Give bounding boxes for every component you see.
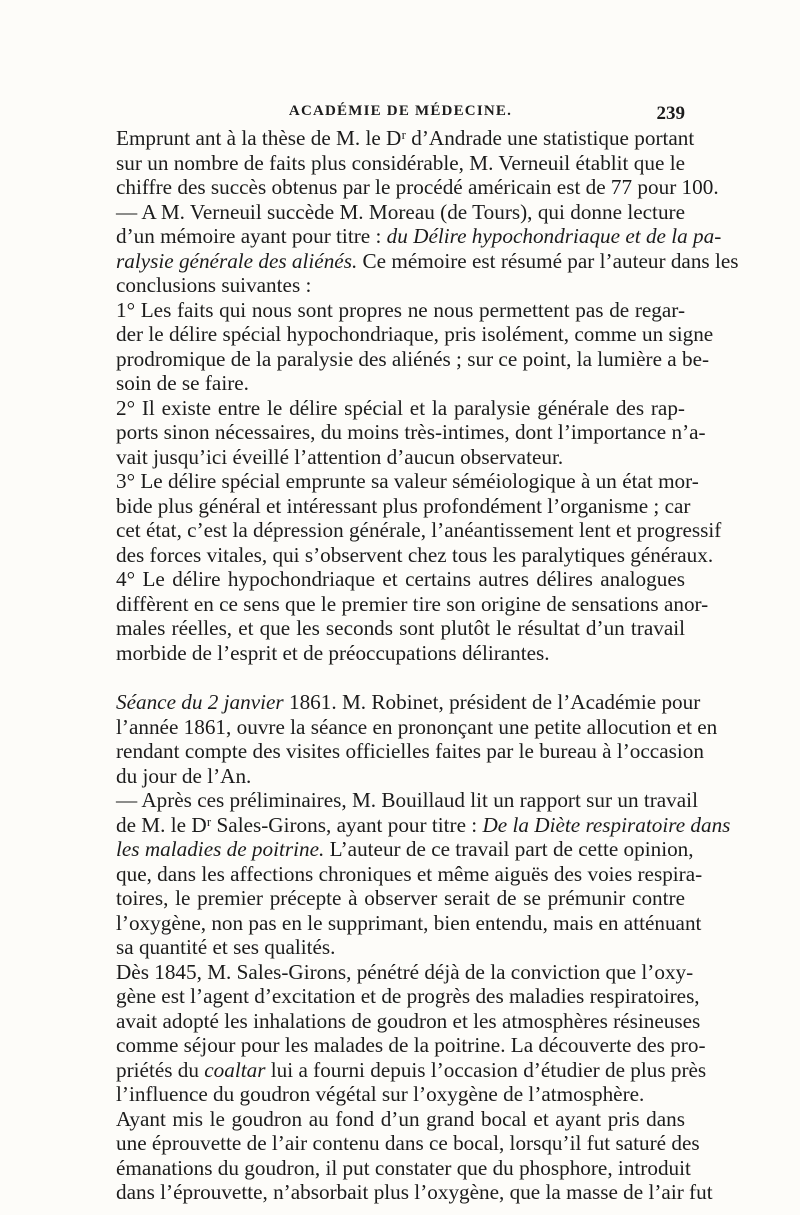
text-line xyxy=(116,493,691,519)
text-line xyxy=(116,371,685,396)
italic-text: De la Diète respiratoire dans xyxy=(482,812,731,837)
text-line xyxy=(116,1033,706,1058)
text-line xyxy=(116,591,709,617)
paragraph xyxy=(116,126,719,200)
text-run: de M. le Dʳ Sales-Girons, ayant pour titre : xyxy=(116,812,483,837)
text-run: dans l’éprouvette, n’absorbait plus l’oxygène, que la masse de l’air fut xyxy=(116,1180,713,1204)
text-line xyxy=(116,788,698,813)
text-line xyxy=(116,1131,700,1156)
text-line xyxy=(116,126,695,151)
text-line xyxy=(116,714,718,740)
paragraph xyxy=(116,567,709,665)
text-run: priétés du xyxy=(116,1057,205,1082)
text-line xyxy=(116,1107,685,1132)
paragraph xyxy=(116,199,739,298)
body-text xyxy=(116,126,739,1205)
text-line xyxy=(116,1057,707,1083)
text-run: sur un nombre de faits plus considérable, M. Verneuil établit que le xyxy=(116,150,685,175)
text-line xyxy=(116,616,685,641)
text-line xyxy=(116,886,685,911)
text-run: 2° Il existe entre le délire spécial et la paralysie générale des rap- xyxy=(116,395,685,420)
text-run: l’oxygène, non pas en le supprimant, bien entendu, mais en atténuant xyxy=(116,910,702,935)
text-run: — Après ces préliminaires, M. Bouillaud lit un rapport sur un travail xyxy=(116,788,698,812)
text-run: comme séjour pour les malades de la poitrine. La découverte des pro- xyxy=(116,1033,706,1057)
text-run: Ayant mis le goudron au fond d’un grand bocal et ayant pris dans xyxy=(116,1106,685,1131)
text-run: 4° Le délire hypochondriaque et certains autres délires analogues xyxy=(116,567,685,591)
text-line xyxy=(116,420,706,445)
text-run: une éprouvette de l’air contenu dans ce bocal, lorsqu’il fut saturé des xyxy=(116,1131,700,1155)
text-run: males réelles, et que les seconds sont plutôt le résultat d’un travail xyxy=(116,616,685,640)
italic-text: les maladies de poitrine. xyxy=(116,837,325,861)
paragraph xyxy=(116,469,722,567)
text-line xyxy=(116,518,722,543)
text-run: d’un mémoire ayant pour titre : xyxy=(116,224,387,248)
text-run: l’année 1861, ouvre la séance en prononçant une petite allocution et en xyxy=(116,714,718,739)
text-run: chiffre des succès obtenus par le procédé américain est de 77 pour 100. xyxy=(116,175,719,199)
text-run: diffèrent en ce sens que le premier tire son origine de sensations anor- xyxy=(116,591,709,616)
text-line xyxy=(116,298,685,323)
text-line xyxy=(116,1008,701,1034)
text-run: — A M. Verneuil succède M. Moreau (de Tours), qui donne lecture xyxy=(116,199,685,224)
paragraph xyxy=(116,297,714,396)
text-run: sa quantité et ses qualités. xyxy=(116,935,336,959)
text-run: toires, le premier précepte à observer serait de se prémunir contre xyxy=(116,886,685,910)
text-line xyxy=(116,812,731,838)
text-run: avait adopté les inhalations de goudron et les atmosphères résineuses xyxy=(116,1008,701,1033)
text-run: que, dans les affections chroniques et même aiguës des voies respira- xyxy=(116,861,703,886)
text-line xyxy=(116,469,699,494)
text-line xyxy=(116,837,694,862)
text-line xyxy=(116,567,685,592)
text-run: rendant compte des visites officielles faites par le bureau à l’occasion xyxy=(116,739,704,763)
text-line xyxy=(116,1155,691,1181)
text-line xyxy=(116,542,714,568)
italic-text: Séance du 2 janvier xyxy=(116,690,284,714)
paragraph xyxy=(116,395,706,470)
text-line xyxy=(116,322,714,347)
text-run: prodromique de la paralysie des aliénés ; sur ce point, la lumière a be- xyxy=(116,346,710,371)
text-line xyxy=(116,910,702,936)
paragraph xyxy=(116,959,707,1107)
text-line xyxy=(116,739,704,764)
text-run: 1° Les faits qui nous sont propres ne nous permettent pas de regar- xyxy=(116,297,685,322)
text-line xyxy=(116,224,722,249)
text-run: lui a fourni depuis l’occasion d’étudier de plus près xyxy=(265,1057,707,1082)
text-run: Emprunt ant à la thèse de M. le Dʳ d’Andrade une statistique portant xyxy=(116,126,695,150)
text-run: gène est l’agent d’excitation et de progrès des maladies respiratoires, xyxy=(116,984,700,1008)
italic-text: ralysie générale des aliénés. xyxy=(116,248,358,273)
running-title: ACADÉMIE DE MÉDECINE. xyxy=(288,103,513,119)
text-run: cet état, c’est la dépression générale, l’anéantissement lent et progressif xyxy=(116,518,722,542)
italic-text: du Délire hypochondriaque et de la pa- xyxy=(386,224,722,248)
page-number: 239 xyxy=(656,103,685,124)
text-line xyxy=(116,175,719,200)
text-run: morbide de l’esprit et de préoccupations délirantes. xyxy=(116,640,550,665)
paragraph xyxy=(116,1106,713,1205)
section-gap xyxy=(116,665,685,690)
text-run: l’influence du goudron végétal sur l’oxygène de l’atmosphère. xyxy=(116,1082,645,1106)
text-line xyxy=(116,396,685,421)
text-line xyxy=(116,200,685,225)
text-run: bide plus général et intéressant plus profondément l’organisme ; car xyxy=(116,493,691,518)
text-run: L’auteur de ce travail part de cette opinion, xyxy=(324,837,694,861)
text-line xyxy=(116,764,685,789)
text-run: 3° Le délire spécial emprunte sa valeur séméiologique à un état mor- xyxy=(116,469,699,493)
text-line xyxy=(116,445,685,470)
text-line xyxy=(116,1082,685,1107)
text-line xyxy=(116,248,739,274)
text-line xyxy=(116,690,701,715)
text-run: der le délire spécial hypochondriaque, pris isolément, comme un signe xyxy=(116,322,714,346)
text-run: émanations du goudron, il put constater que du phosphore, introduit xyxy=(116,1155,691,1180)
text-run: conclusions suivantes : xyxy=(116,273,312,297)
text-line xyxy=(116,346,710,372)
text-line xyxy=(116,1180,713,1205)
text-run: ports sinon nécessaires, du moins très-intimes, dont l’importance n’a- xyxy=(116,420,706,444)
text-run: 1861. M. Robinet, président de l’Académie pour xyxy=(283,690,701,714)
text-run: Ce mémoire est résumé par l’auteur dans les xyxy=(357,248,739,273)
italic-text: coaltar xyxy=(204,1057,266,1082)
text-run: du jour de l’An. xyxy=(116,763,252,788)
text-run: soin de se faire. xyxy=(116,371,249,395)
paragraph xyxy=(116,690,718,788)
text-run: des forces vitales, qui s’observent chez tous les paralytiques généraux. xyxy=(116,542,714,567)
paragraph xyxy=(116,788,731,960)
text-line xyxy=(116,861,703,887)
text-run: Dès 1845, M. Sales-Girons, pénétré déjà de la conviction que l’oxy- xyxy=(116,959,694,984)
text-line xyxy=(116,641,685,666)
text-line xyxy=(116,959,694,985)
text-line xyxy=(116,151,685,176)
text-line xyxy=(116,984,700,1009)
text-line xyxy=(116,935,685,960)
text-run: vait jusqu’ici éveillé l’attention d’aucun observateur. xyxy=(116,444,564,469)
text-line xyxy=(116,273,685,298)
